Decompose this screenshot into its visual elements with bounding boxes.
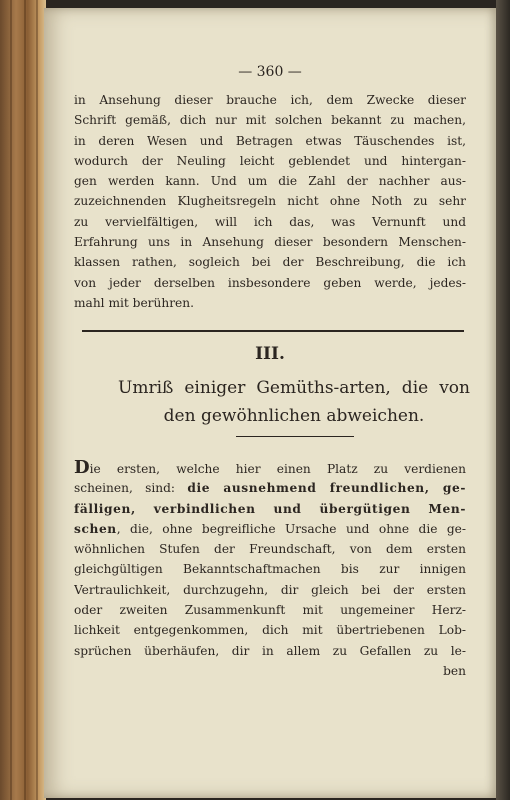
text-line: lichkeit entgegenkommen, dich mit übertriebenen Lob- [74, 623, 466, 638]
text-line: in Ansehung dieser brauche ich, dem Zwecke dieser [74, 93, 466, 107]
text-line: gleichgültigen Bekanntschaftmachen bis zur innigen [74, 562, 466, 577]
emphasized-text: schen [74, 521, 117, 536]
text-line [74, 499, 466, 519]
text-span: scheinen, sind: [74, 481, 188, 496]
text-line: mahl mit berühren. [74, 295, 194, 310]
text-line: sprüchen überhäufen, dir in allem zu Gefallen zu le- [74, 643, 466, 658]
heading-underline [236, 436, 354, 437]
text-span: ie ersten, welche hier einen Platz zu verdienen [89, 462, 466, 476]
heading-line: Umriß einiger Gemüths-arten, die von [118, 378, 470, 398]
section-divider [82, 330, 464, 332]
spine-line [36, 0, 38, 800]
text-line: Schrift gemäß, dich nur mit solchen bekannt zu machen, [74, 113, 466, 128]
text-span: , die, ohne begreifliche Ursache und ohne die ge- [116, 521, 466, 536]
text-line: oder zweiten Zusammenkunft mit ungemeiner Herz- [74, 603, 466, 618]
spine-line [10, 0, 12, 800]
text-line: zuzeichnenden Klugheitsregeln nicht ohne Noth zu sehr [74, 194, 466, 209]
catchword: ben [443, 663, 466, 678]
spine-line [24, 0, 26, 800]
text-line: in deren Wesen und Betragen etwas Täuschendes ist, [74, 133, 466, 148]
paragraph-top [74, 90, 466, 313]
text-line [74, 478, 466, 498]
page-number: — 360 — [238, 64, 302, 80]
text-line: wöhnlichen Stufen der Freundschaft, von dem ersten [74, 542, 466, 557]
text-line: gen werden kann. Und um die Zahl der nachher aus- [74, 174, 466, 189]
text-line: Vertraulichkeit, durchzugehn, dir gleich bei der ersten [74, 582, 466, 597]
section-number: III. [255, 344, 285, 364]
section-heading [118, 374, 470, 430]
text-line: Erfahrung uns in Ansehung dieser besondern Menschen- [74, 235, 466, 250]
paragraph-bottom [74, 458, 466, 681]
text-line: zu vervielfältigen, will ich das, was Vernunft und [74, 214, 466, 229]
text-line [74, 519, 466, 539]
text-line: wodurch der Neuling leicht geblendet und hintergan- [74, 153, 466, 168]
book-spine [0, 0, 46, 800]
heading-line: den gewöhnlichen abweichen. [163, 406, 425, 426]
page-edge [496, 0, 510, 800]
initial-letter: D [74, 458, 90, 478]
emphasized-text: die ausnehmend freundlichen, ge- [187, 481, 466, 496]
text-line: von jeder derselben insbesondere geben werde, jedes- [74, 275, 466, 290]
emphasized-text: fälligen, verbindlichen und übergütigen Men- [74, 501, 466, 516]
text-line: klassen rathen, sogleich bei der Beschreibung, die ich [74, 255, 466, 270]
text-line [74, 458, 466, 478]
